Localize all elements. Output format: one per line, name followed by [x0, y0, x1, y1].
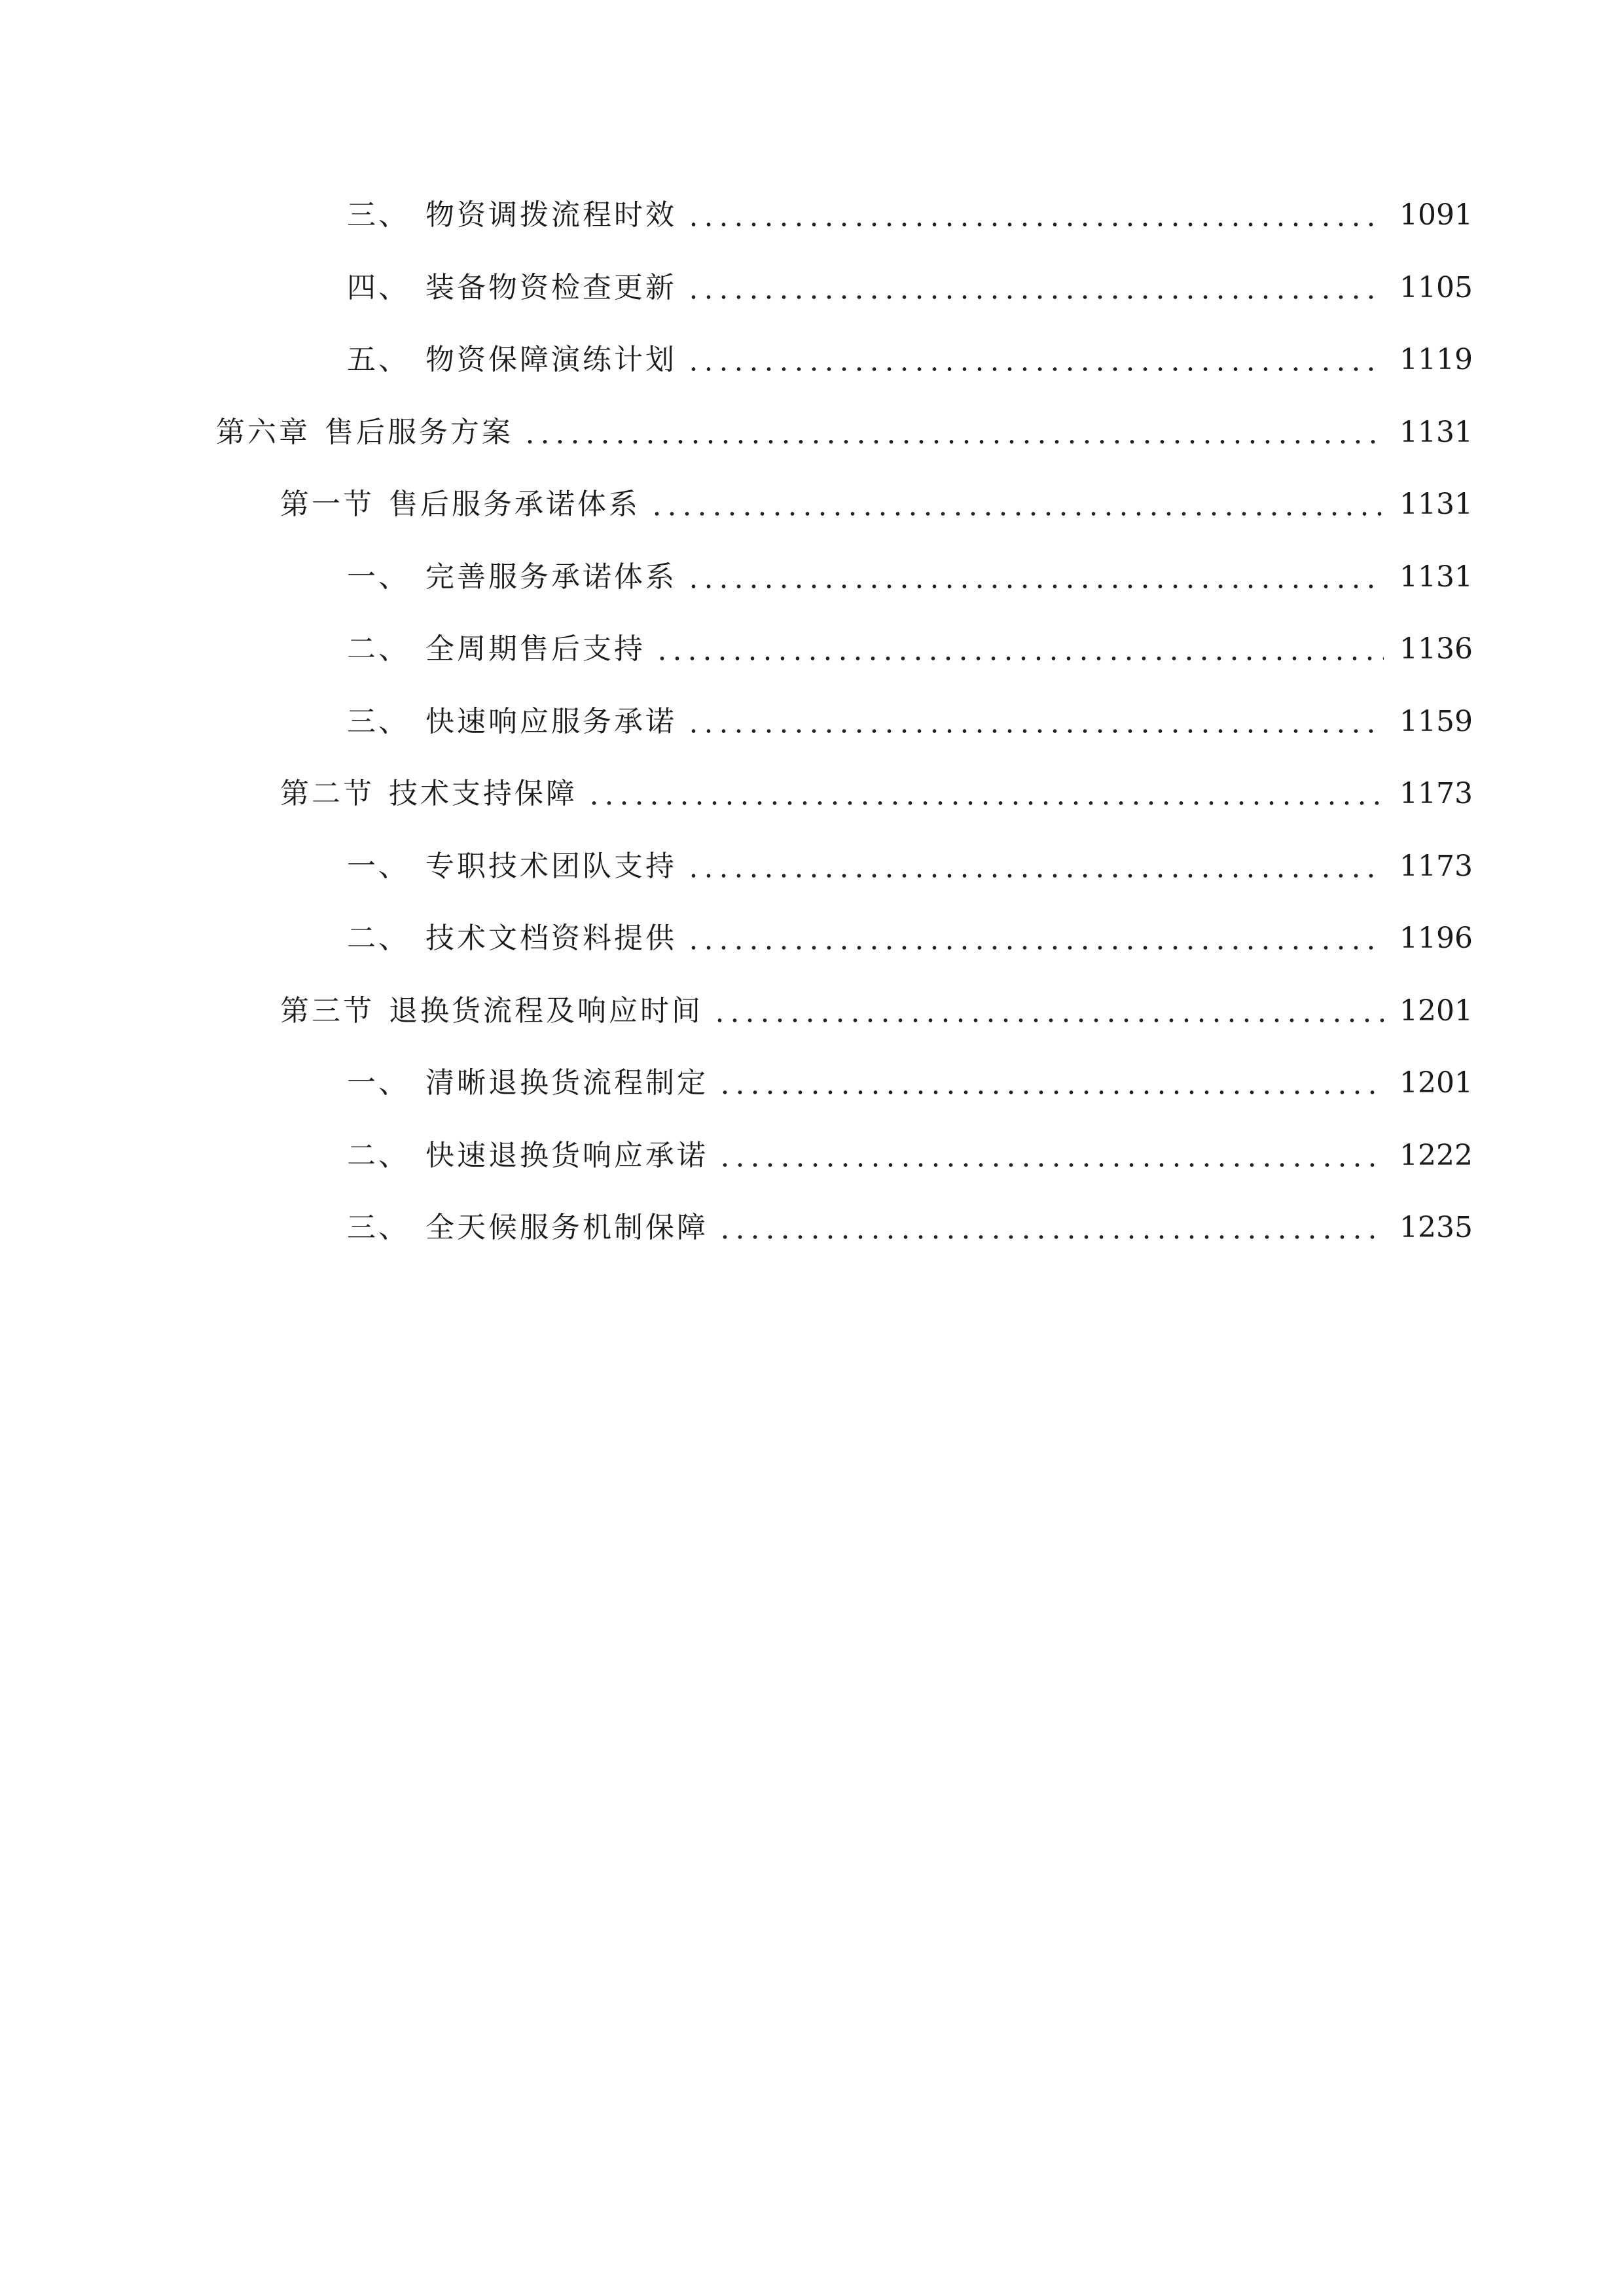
toc-entry[interactable]	[0, 252, 1624, 325]
toc-entry-title: 技术支持保障	[389, 777, 577, 811]
toc-entry-page: 1091	[1399, 198, 1473, 232]
toc-entry-title: 物资调拨流程时效	[425, 198, 677, 232]
toc-section-entry[interactable]	[0, 975, 1624, 1048]
toc-entry-page: 1235	[1399, 1211, 1473, 1245]
toc-entry[interactable]	[0, 1120, 1624, 1193]
toc-dot-leader	[686, 873, 1384, 878]
toc-chapter-entry[interactable]	[0, 397, 1624, 469]
toc-entry-page: 1196	[1399, 922, 1473, 956]
toc-entry-page: 1131	[1399, 415, 1473, 449]
toc-dot-leader	[586, 800, 1384, 806]
toc-entry-page: 1131	[1399, 560, 1473, 594]
toc-entry-page: 1105	[1399, 270, 1473, 304]
toc-entry-marker: 三、	[347, 1211, 410, 1245]
toc-entry-title: 全天候服务机制保障	[425, 1211, 708, 1245]
toc-entry[interactable]	[0, 613, 1624, 686]
toc-entry-marker: 五、	[347, 343, 410, 377]
toc-entry-title: 快速退换货响应承诺	[425, 1138, 708, 1172]
toc-entry-title: 物资保障演练计划	[425, 343, 677, 377]
toc-entry-marker: 第二节	[280, 777, 374, 811]
toc-entry[interactable]	[0, 1192, 1624, 1265]
toc-entry-page: 1159	[1399, 704, 1473, 738]
toc-entry[interactable]	[0, 831, 1624, 903]
toc-entry-page: 1131	[1399, 488, 1473, 522]
toc-entry-marker: 二、	[347, 922, 410, 956]
toc-entry-page: 1222	[1399, 1138, 1473, 1172]
toc-entry-title: 退换货流程及响应时间	[389, 994, 703, 1028]
toc-dot-leader	[522, 439, 1384, 444]
table-of-contents	[0, 179, 1624, 1265]
toc-dot-leader	[655, 656, 1384, 661]
toc-entry-marker: 第一节	[280, 488, 374, 522]
toc-section-entry[interactable]	[0, 469, 1624, 541]
toc-entry-marker: 二、	[347, 632, 410, 666]
toc-entry-title: 清晰退换货流程制定	[425, 1066, 708, 1100]
toc-entry-page: 1119	[1399, 343, 1473, 377]
toc-entry-page: 1201	[1399, 1066, 1473, 1100]
toc-entry-marker: 四、	[347, 270, 410, 304]
toc-entry[interactable]	[0, 1047, 1624, 1120]
toc-dot-leader	[717, 1090, 1384, 1095]
toc-dot-leader	[717, 1162, 1384, 1168]
toc-entry-page: 1136	[1399, 632, 1473, 666]
toc-dot-leader	[686, 728, 1384, 734]
toc-dot-leader	[649, 511, 1384, 516]
toc-entry[interactable]	[0, 179, 1624, 252]
toc-dot-leader	[712, 1018, 1384, 1023]
toc-entry[interactable]	[0, 541, 1624, 614]
toc-dot-leader	[686, 584, 1384, 589]
toc-entry-title: 技术文档资料提供	[425, 922, 677, 956]
toc-entry-title: 售后服务方案	[325, 415, 513, 449]
toc-entry[interactable]	[0, 903, 1624, 975]
toc-section-entry[interactable]	[0, 758, 1624, 831]
toc-dot-leader	[686, 222, 1384, 227]
toc-entry-marker: 一、	[347, 560, 410, 594]
toc-entry-title: 快速响应服务承诺	[425, 704, 677, 738]
toc-entry-page: 1173	[1399, 849, 1473, 883]
toc-entry-title: 售后服务承诺体系	[389, 488, 640, 522]
toc-entry[interactable]	[0, 324, 1624, 397]
toc-entry-page: 1173	[1399, 777, 1473, 811]
toc-entry-page: 1201	[1399, 994, 1473, 1028]
toc-entry-title: 专职技术团队支持	[425, 849, 677, 883]
toc-dot-leader	[717, 1234, 1384, 1240]
toc-entry-marker: 第三节	[280, 994, 374, 1028]
toc-entry-marker: 第六章	[216, 415, 310, 449]
toc-entry-marker: 三、	[347, 704, 410, 738]
toc-entry-marker: 一、	[347, 1066, 410, 1100]
toc-entry-marker: 三、	[347, 198, 410, 232]
toc-entry-marker: 二、	[347, 1138, 410, 1172]
toc-entry-marker: 一、	[347, 849, 410, 883]
toc-dot-leader	[686, 367, 1384, 372]
toc-entry[interactable]	[0, 686, 1624, 759]
toc-entry-title: 全周期售后支持	[425, 632, 645, 666]
toc-entry-title: 完善服务承诺体系	[425, 560, 677, 594]
toc-dot-leader	[686, 295, 1384, 300]
toc-entry-title: 装备物资检查更新	[425, 270, 677, 304]
toc-dot-leader	[686, 945, 1384, 950]
